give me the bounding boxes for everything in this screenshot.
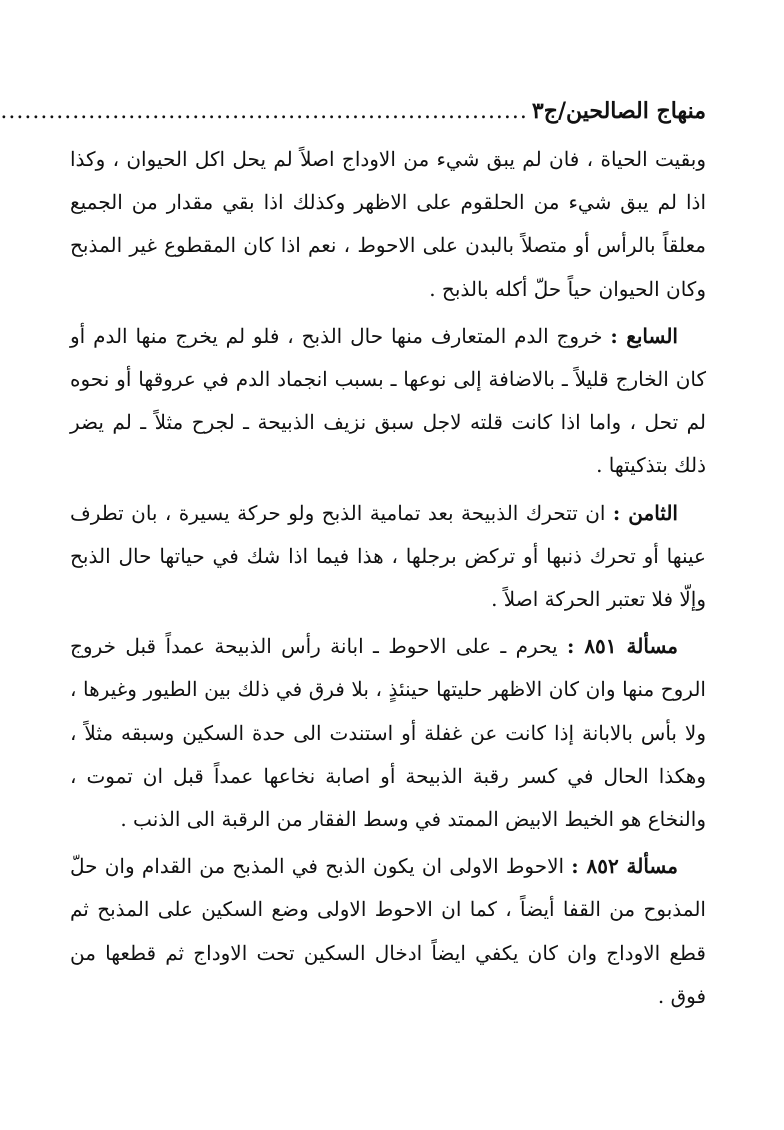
header-leader-dots: ..................................................................	[0, 99, 528, 124]
paragraph-text: الاحوط الاولى ان يكون الذبح في المذبح من القدام وان حلّ المذبوح من القفا أيضاً ، كما ان الاحوط الاولى وضع السكين على المذبح ثم قطع الاوداج وان كان يكفي ايضاً ادخال السكين تحت الاوداج ثم قطعها من فوق .	[70, 854, 706, 1008]
paragraph-text: يحرم ـ على الاحوط ـ ابانة رأس الذبيحة عمداً قبل خروج الروح منها وان كان الاظهر حليتها حينئذٍ ، بلا فرق في ذلك بين الطيور وغيرها ، ولا بأس بالابانة إذا كانت عن غفلة أو استندت الى حدة السكين وسبقه مثلاً ، وهكذا الحال في كسر رقبة الذبيحة أو اصابة نخاعها عمداً قبل ان تموت ، والنخاع هو الخيط الابيض الممتد في وسط الفقار من الرقبة الى الذنب .	[70, 634, 707, 832]
paragraph-lead: الثامن :	[612, 500, 678, 525]
paragraph-lead: مسألة ٨٥١ :	[566, 634, 678, 659]
book-page	[0, 98, 707, 1018]
paragraph-text: خروج الدم المتعارف منها حال الذبح ، فلو لم يخرج منها الدم أو كان الخارج قليلاً ـ بالاضافة إلى نوعها ـ بسبب انجماد الدم في عروقها أو نحوه لم تحل ، واما اذا كانت قلته لاجل سبق نزيف الذبيحة ـ لجرح مثلاً ـ لم يضر ذلك بتذكيتها .	[70, 323, 706, 478]
paragraph-lead: مسألة ٨٥٢ :	[571, 854, 678, 879]
book-title: منهاج الصالحين/ج٣	[531, 98, 706, 124]
paragraph-text: ان تتحرك الذبيحة بعد تمامية الذبح ولو حركة يسيرة ، بان تطرف عينها أو تحرك ذنبها أو تركض برجلها ، هذا فيما اذا شك في حياتها حال الذبح وإلّا فلا تعتبر الحركة اصلاً .	[70, 500, 706, 612]
page-body	[70, 138, 706, 1018]
paragraph-condition-eighth	[70, 492, 706, 622]
paragraph-issue-852	[70, 845, 706, 1018]
paragraph-issue-851	[70, 625, 706, 841]
paragraph-condition-seventh	[70, 315, 706, 488]
paragraph-continuation	[70, 138, 706, 311]
paragraph-text: وبقيت الحياة ، فان لم يبق شيء من الاوداج اصلاً لم يحل اكل الحيوان ، وكذا اذا لم يبق شيء من الحلقوم على الاظهر وكذلك اذا بقي مقدار من الجميع معلقاً بالرأس أو متصلاً بالبدن على الاحوط ، نعم اذا كان المقطوع غير المذبح وكان الحيوان حياً حلّ أكله بالذبح .	[70, 147, 706, 301]
paragraph-lead: السابع :	[610, 323, 678, 348]
running-header	[0, 98, 706, 138]
